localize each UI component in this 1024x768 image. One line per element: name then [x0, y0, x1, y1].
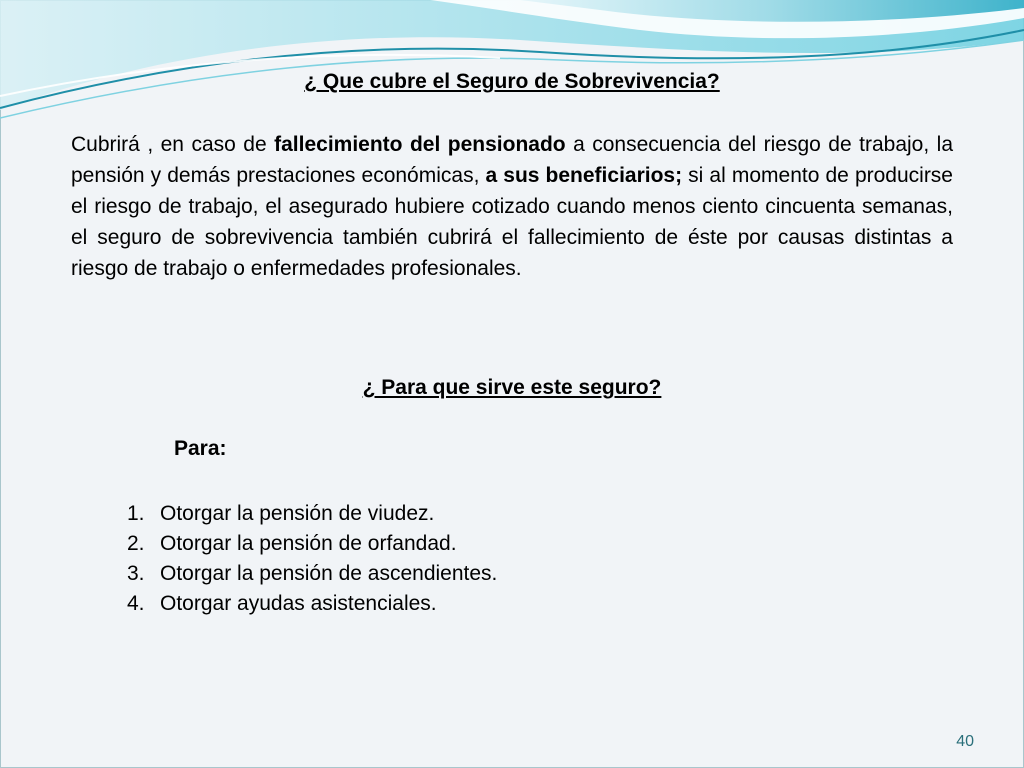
page-number: 40 — [956, 733, 974, 750]
header-wave-decoration — [0, 0, 1024, 130]
list-item-text: Otorgar la pensión de ascendientes. — [160, 562, 498, 585]
heading-what-for: ¿ Para que sirve este seguro? — [362, 376, 662, 399]
paragraph-bold-run: fallecimiento del pensionado — [274, 133, 566, 156]
coverage-paragraph — [71, 129, 953, 284]
para-label: Para: — [174, 437, 227, 460]
list-item — [127, 499, 497, 529]
paragraph-run: Cubrirá , en caso de — [71, 133, 275, 156]
list-item-text: Otorgar la pensión de orfandad. — [160, 532, 457, 555]
list-item-number: 2. — [127, 532, 145, 555]
heading-what-covers: ¿ Que cubre el Seguro de Sobrevivencia? — [304, 70, 720, 93]
list-item — [127, 559, 497, 589]
purpose-list — [127, 499, 497, 619]
list-item-number: 4. — [127, 592, 145, 615]
paragraph-bold-run: a sus beneficiarios; — [485, 164, 683, 187]
paragraph-run: a consecuencia del riesgo de trabajo, la pensión y demás prestaciones económicas, — [71, 133, 953, 187]
list-item-number: 1. — [127, 502, 145, 525]
list-item — [127, 529, 497, 559]
list-item-text: Otorgar ayudas asistenciales. — [160, 592, 437, 615]
list-item — [127, 589, 497, 619]
paragraph-run: si al momento de producirse el riesgo de trabajo, el asegurado hubiere cotizado cuando menos ciento cincuenta semanas, el seguro de sobrevivencia también cubrirá el fallecimiento de éste por causas distintas a riesgo de trabajo o enfermedades profesionales. — [71, 164, 953, 280]
list-item-number: 3. — [127, 562, 145, 585]
list-item-text: Otorgar la pensión de viudez. — [160, 502, 435, 525]
